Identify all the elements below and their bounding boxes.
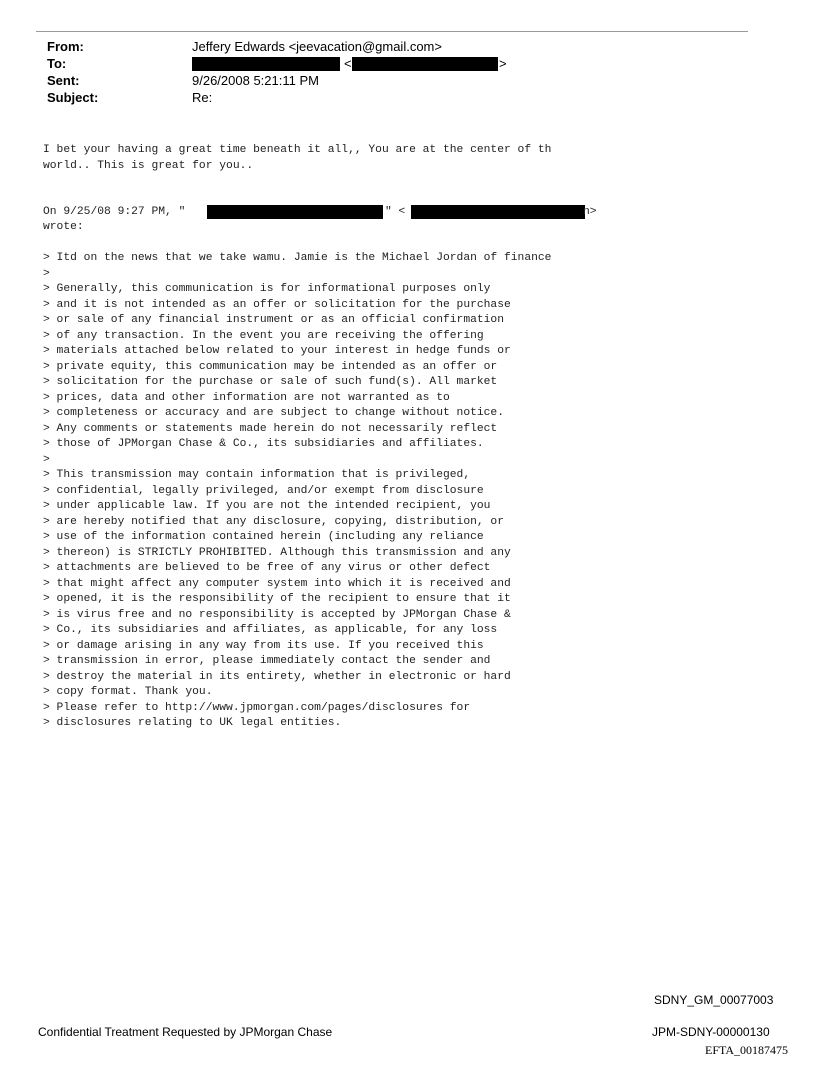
- to-gt: >: [499, 56, 507, 71]
- redaction-to-name: [192, 57, 340, 71]
- bates-jpm: JPM-SDNY-00000130: [652, 1025, 770, 1039]
- redaction-to-email: [352, 57, 498, 71]
- to-lt: <: [344, 56, 352, 71]
- sent-label: Sent:: [47, 73, 80, 88]
- from-label: From:: [47, 39, 84, 54]
- to-label: To:: [47, 56, 67, 71]
- from-value: Jeffery Edwards <jeevacation@gmail.com>: [192, 39, 442, 54]
- sent-value: 9/26/2008 5:21:11 PM: [192, 73, 319, 88]
- redaction-quote-email: [411, 205, 585, 219]
- bates-efta: EFTA_00187475: [705, 1043, 789, 1057]
- quoted-message: > Itd on the news that we take wamu. Jamie is the Michael Jordan of finance > > Generally, this communication is for informational purposes only > and it is not intended as an offer or solicitation for the purchase > or sale of any financial instrument or as an official confirmation > of any transaction. In the event you are receiving the offering > materials attached below related to your interest in hedge funds or > private equity, this communication may be intended as an offer or > solicitation for the purchase or sale of such fund(s). All market > prices, data and other information are not warranted as to > completeness or accuracy and are subject to change without notice. > Any comments or statements made herein do not necessarily reflect > those of JPMorgan Chase & Co., its subsidiaries and affiliates. > > This transmission may contain information that is privileged, > confidential, legally privileged, and/or exempt from disclosure > under applicable law. If you are not the intended recipient, you > are hereby notified that any disclosure, copying, distribution, or > use of the information contained herein (including any reliance > thereon) is STRICTLY PROHIBITED. Although this transmission and any > attachments are believed to be free of any virus or other defect > that might affect any computer system into which it is received and > opened, it is the responsibility of the recipient to ensure that it > is virus free and no responsibility is accepted by JPMorgan Chase & > Co., its subsidiaries and affiliates, as applicable, for any loss > or damage arising in any way from its use. If you received this > transmission in error, please immediately contact the sender and > destroy the material in its entirety, whether in electronic or hard > copy format. Thank you. > Please refer to http://www.jpmorgan.com/pages/disclosures for > disclosures relating to UK legal entities.: [43, 252, 552, 729]
- reply-text: I bet your having a great time beneath it all,, You are at the center of th world.. This is great for you..: [43, 144, 552, 172]
- redaction-quote-name: [207, 205, 383, 219]
- bates-sdny: SDNY_GM_00077003: [654, 993, 774, 1007]
- quote-wrote: wrote:: [43, 221, 84, 233]
- confidential-notice: Confidential Treatment Requested by JPMorgan Chase: [38, 1025, 333, 1039]
- subject-value: Re:: [192, 90, 213, 105]
- header-divider: [36, 31, 748, 32]
- quote-on: On 9/25/08 9:27 PM, ": [43, 206, 186, 218]
- subject-label: Subject:: [47, 90, 99, 105]
- quote-end: n>: [583, 206, 597, 218]
- quote-mid: " <: [385, 206, 406, 218]
